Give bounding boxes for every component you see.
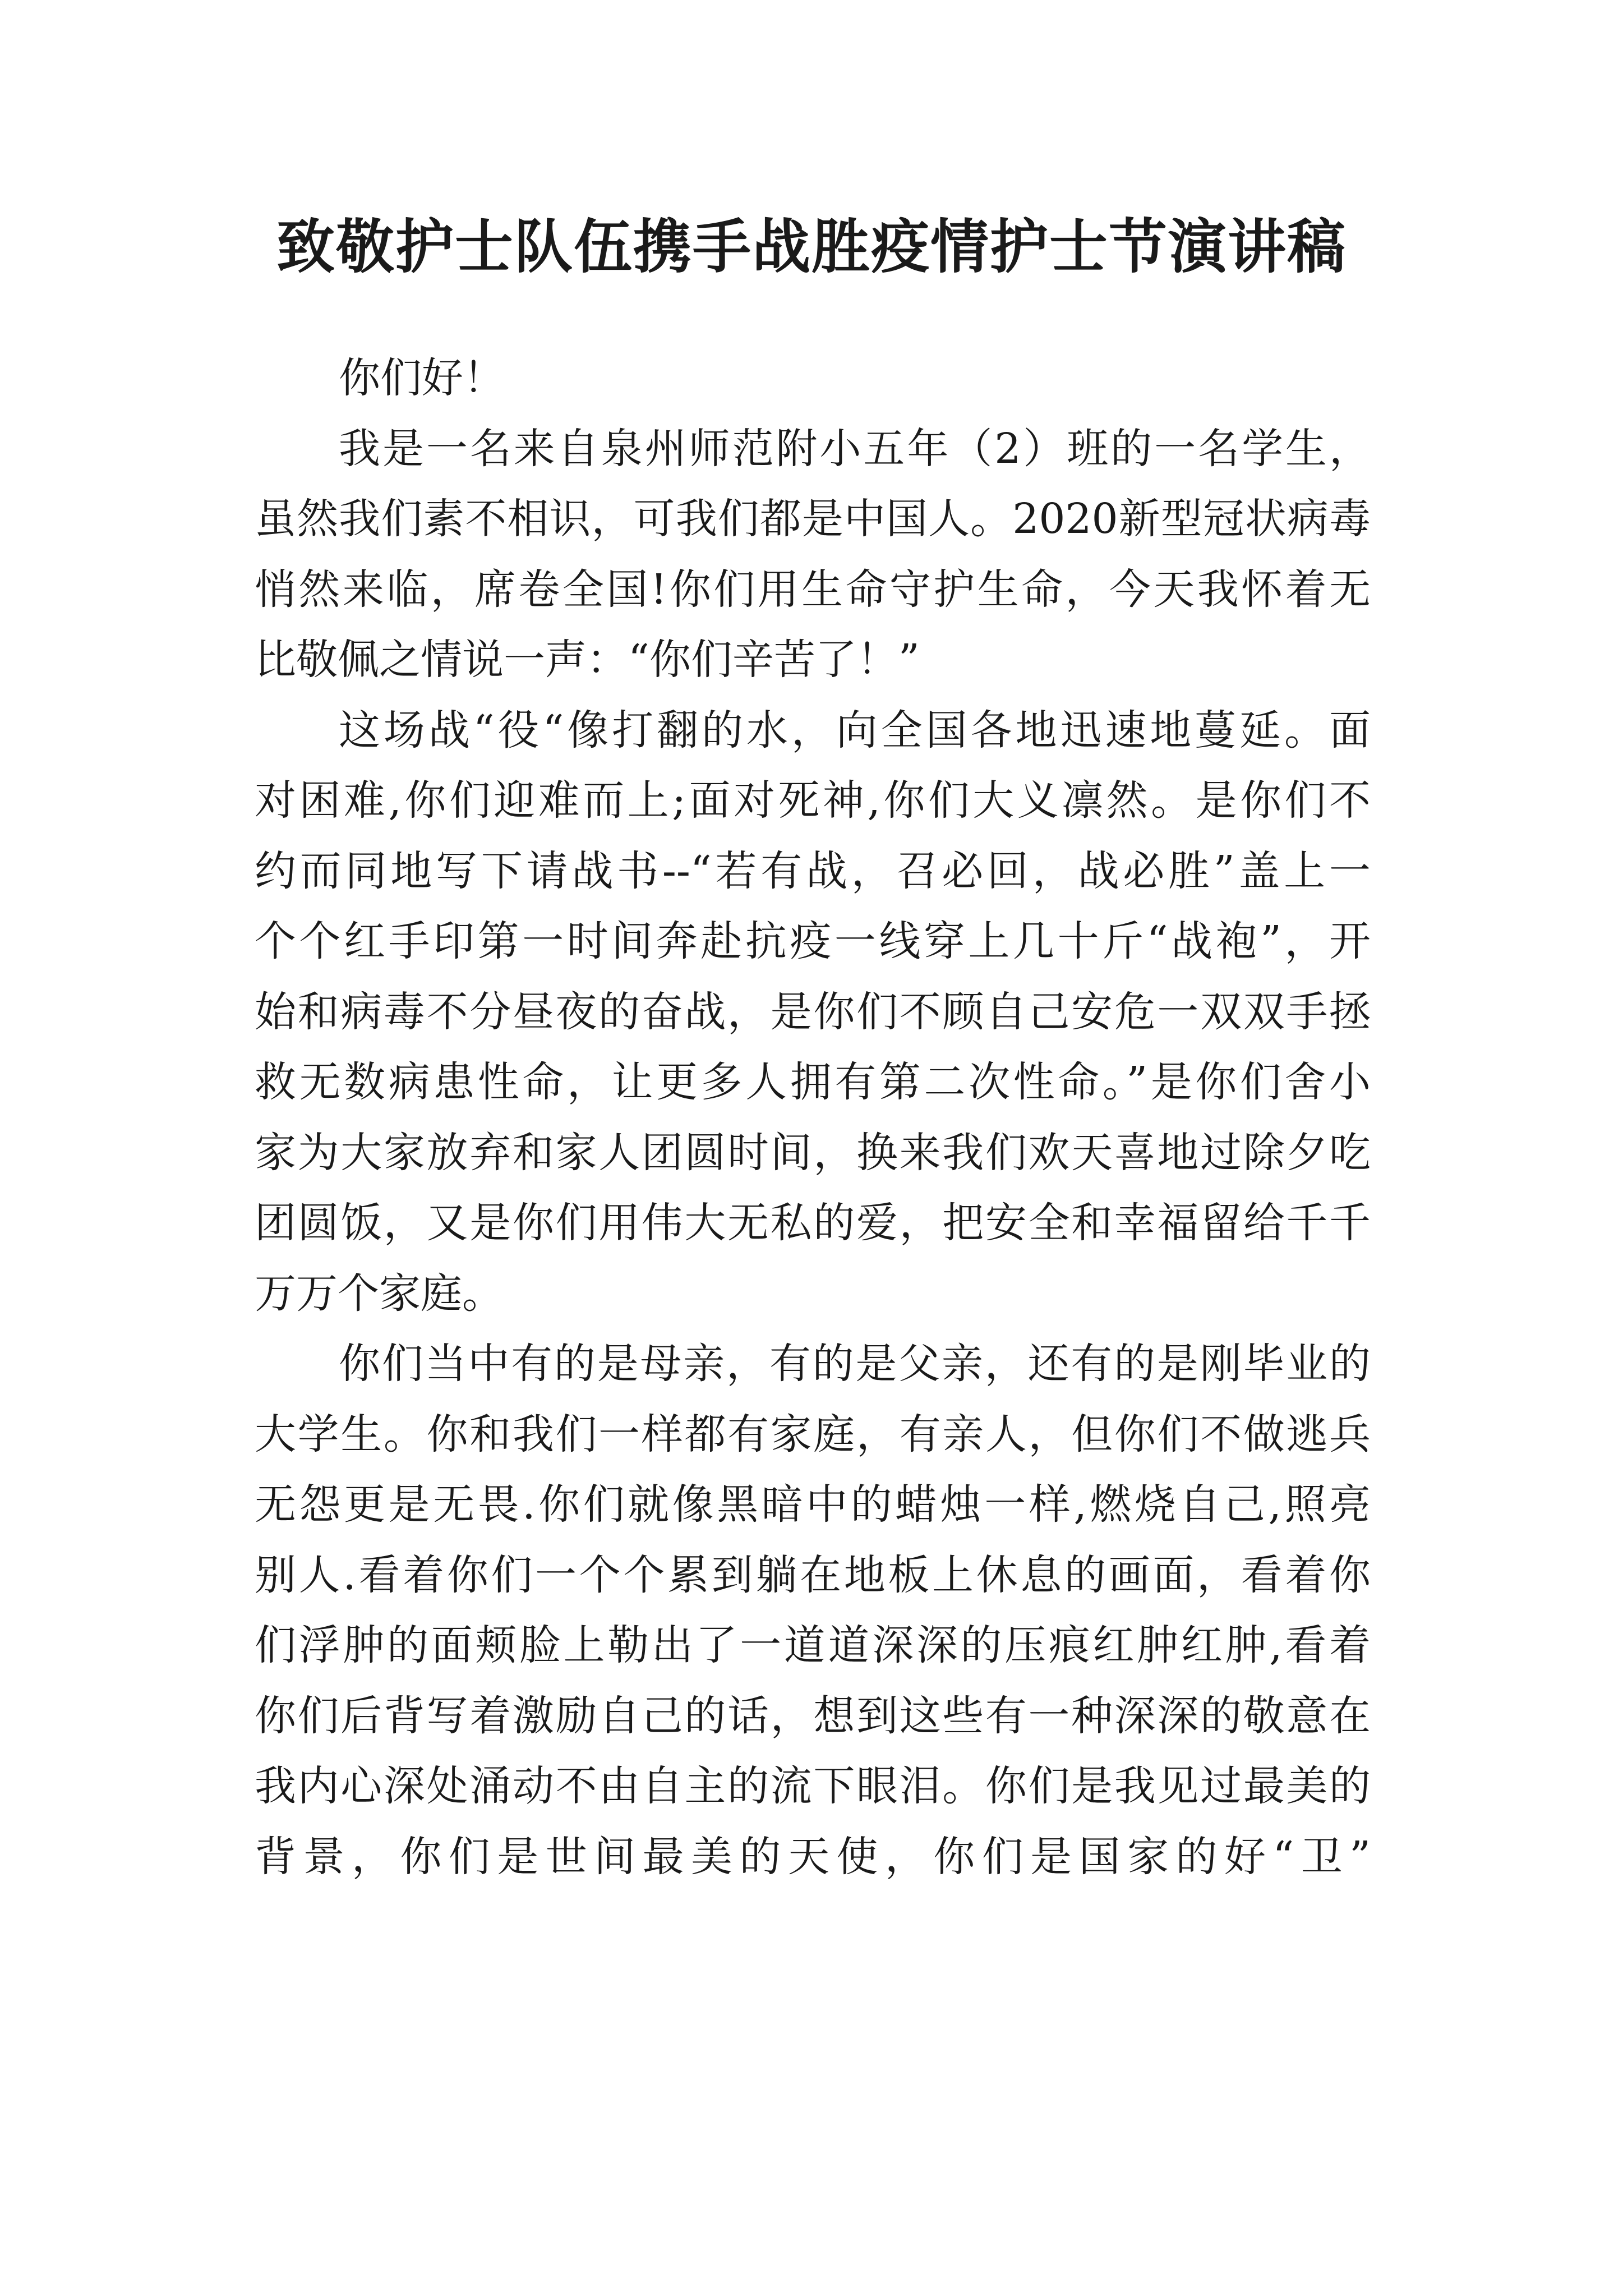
text-line: 虽然我们素不相识，可我们都是中国人。2020新型冠状病毒: [255, 495, 1371, 543]
document-body: [255, 343, 1376, 1892]
text-line: 家为大家放弃和家人团圆时间，换来我们欢天喜地过除夕吃: [255, 1128, 1371, 1177]
text-line: 比敬佩之情说一声：“你们辛苦了！”: [255, 636, 920, 684]
text-line: 我是一名来自泉州师范附小五年（2）班的一名学生，: [339, 424, 1371, 473]
text-line: 无怨更是无畏.你们就像黑暗中的蜡烛一样,燃烧自己,照亮: [255, 1480, 1371, 1529]
text-line: 这场战“役“像打翻的水，向全国各地迅速地蔓延。面: [339, 706, 1371, 754]
text-line: 们浮肿的面颊脸上勒出了一道道深深的压痕红肿红肿,看着: [255, 1621, 1371, 1669]
text-line: 你们好！: [339, 354, 505, 402]
text-line: 我内心深处涌动不由自主的流下眼泪。你们是我见过最美的: [255, 1762, 1371, 1810]
text-line: 大学生。你和我们一样都有家庭，有亲人，但你们不做逃兵: [255, 1410, 1371, 1458]
text-line: 始和病毒不分昼夜的奋战，是你们不顾自己安危一双双手拯: [255, 987, 1371, 1036]
text-line: 万万个家庭。: [255, 1269, 504, 1318]
text-line: 救无数病患性命，让更多人拥有第二次性命。”是你们舍小: [255, 1058, 1371, 1106]
text-line: 个个红手印第一时间奔赴抗疫一线穿上几十斤“战袍”，开: [255, 917, 1371, 965]
text-line: 约而同地写下请战书--“若有战，召必回，战必胜”盖上一: [255, 846, 1371, 895]
text-line: 背景，你们是世间最美的天使，你们是国家的好“卫”: [255, 1832, 1371, 1881]
text-line: 别人.看着你们一个个累到躺在地板上休息的画面，看着你: [255, 1550, 1371, 1599]
text-line: 对困难,你们迎难而上;面对死神,你们大义凛然。是你们不: [255, 776, 1371, 825]
text-line: 你们当中有的是母亲，有的是父亲，还有的是刚毕业的: [339, 1340, 1371, 1388]
text-line: 你们后背写着激励自己的话，想到这些有一种深深的敬意在: [255, 1691, 1371, 1740]
text-line: 悄然来临，席卷全国!你们用生命守护生命，今天我怀着无: [255, 565, 1371, 614]
text-line: 团圆饭，又是你们用伟大无私的爱，把安全和幸福留给千千: [255, 1199, 1371, 1247]
document-title: 致敬护士队伍携手战胜疫情护士节演讲稿: [276, 212, 1347, 281]
